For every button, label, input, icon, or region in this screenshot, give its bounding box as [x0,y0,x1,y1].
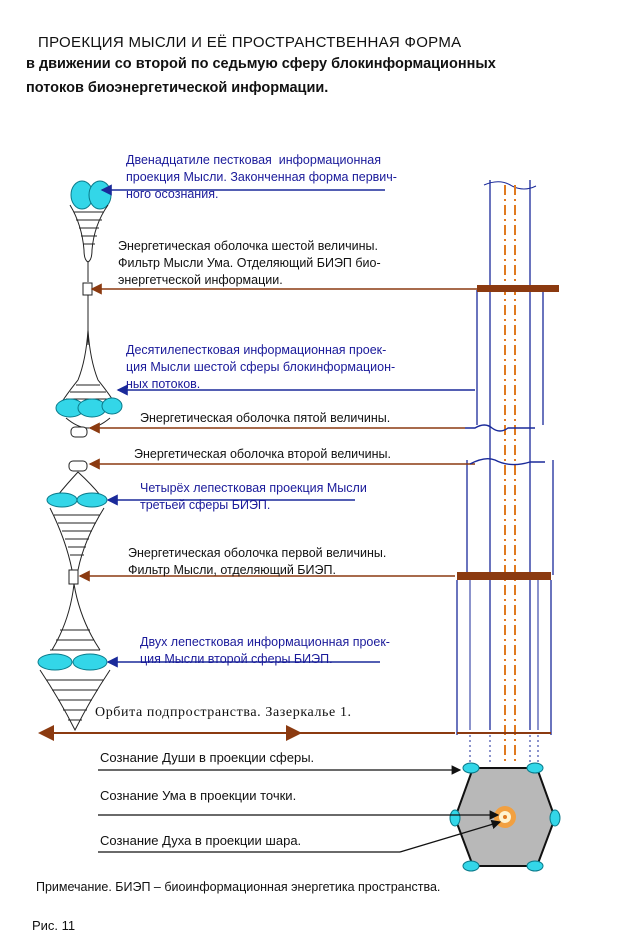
label-shell-sixth: Энергетическая оболочка шестой величины. Фильтр Мысли Ума. Отделяющий БИЭП био- энергетческой информации. [118,239,381,287]
title-line-1: ПРОЕКЦИЯ МЫСЛИ И ЕЁ ПРОСТРАНСТВЕННАЯ ФОРМА [38,34,462,51]
label-four-petal: Четырёх лепестковая проекция Мысли третьей сферы БИЭП. [140,481,367,512]
label-twelve-petal: Двенадцатиле пестковая информационная проекция Мысли. Законченная форма первич- ного осознания. [126,153,397,201]
label-two-petal: Двух лепестковая информационная проек- ция Мысли второй сферы БИЭП. [140,635,390,666]
label-shell-first: Энергетическая оболочка первой величины. Фильтр Мысли, отделяющий БИЭП. [128,546,387,577]
twelve-petal-figure [70,181,111,345]
label-ten-petal: Десятилепестковая информационная проек- ция Мысли шестой сферы блокинформацион- ных потоков. [126,343,396,391]
four-petal-figure [47,461,107,584]
ten-petal-figure [56,330,122,437]
label-shell-fifth: Энергетическая оболочка пятой величины. [140,411,391,425]
label-mind-consciousness: Сознание Ума в проекции точки. [100,788,297,803]
hexagon-figure [450,763,560,871]
footnote: Примечание. БИЭП – биоинформационная энергетика пространства. [36,880,441,894]
column [457,180,559,765]
label-spirit-consciousness: Сознание Духа в проекции шара. [100,833,302,848]
label-orbit: Орбита подпространства. Зазеркалье 1. [95,705,352,720]
title-line-3: потоков биоэнергетической информации. [26,80,329,96]
title-line-2: в движении со второй по седьмую сферу блокинформационных [26,56,496,72]
label-soul-consciousness: Сознание Души в проекции сферы. [100,750,315,765]
figure-label: Рис. 11 [32,918,76,933]
label-shell-second: Энергетическая оболочка второй величины. [134,447,391,461]
